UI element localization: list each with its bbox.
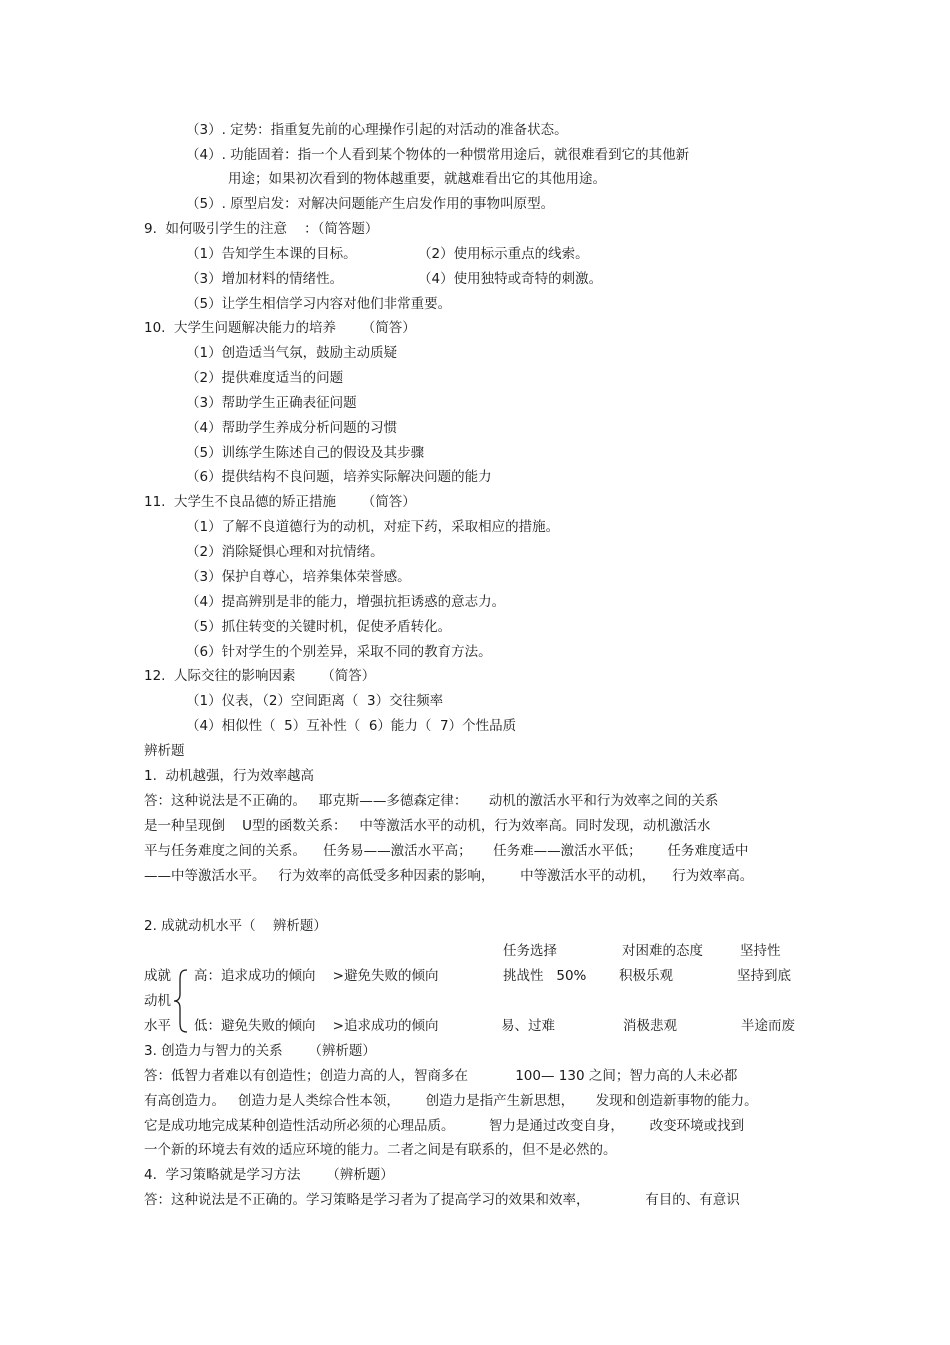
question-heading: 12. 人际交往的影响因素 （简答） — [144, 668, 376, 684]
text-line: （5）抓住转变的关键时机，促使矛盾转化。 — [186, 619, 452, 635]
question-heading: 11. 大学生不良品德的矫正措施 （简答） — [144, 494, 416, 510]
table-cell: 消极悲观 — [623, 1018, 677, 1034]
table-header-attitude: 对困难的态度 — [622, 943, 703, 959]
text-line: （1）仪表，（2）空间距离（ 3）交往频率 — [186, 693, 444, 709]
table-header-persistence: 坚持性 — [740, 943, 781, 959]
text-line: （4）帮助学生养成分析问题的习惯 — [186, 420, 398, 436]
text-line: （3）帮助学生正确表征问题 — [186, 395, 357, 411]
question-heading: 10. 大学生问题解决能力的培养 （简答） — [144, 320, 416, 336]
text-line: （4）相似性（ 5）互补性（ 6）能力（ 7）个性品质 — [186, 718, 517, 734]
table-header-task-choice: 任务选择 — [503, 943, 557, 959]
table-cell: 低：避免失败的倾向 >追求成功的倾向 — [194, 1018, 439, 1034]
table-cell: 高：追求成功的倾向 >避免失败的倾向 — [194, 968, 439, 984]
row-label: 水平 — [144, 1018, 171, 1034]
text-line: ——中等激活水平。 行为效率的高低受多种因素的影响， 中等激活水平的动机， 行为效率高。 — [144, 868, 754, 884]
question-heading: 4. 学习策略就是学习方法 （辨析题） — [144, 1167, 394, 1183]
text-line: （2）消除疑惧心理和对抗情绪。 — [186, 544, 384, 560]
text-line: （2）提供难度适当的问题 — [186, 370, 344, 386]
text-line: （6）提供结构不良问题，培养实际解决问题的能力 — [186, 469, 492, 485]
text-line: 是一种呈现倒 U型的函数关系： 中等激活水平的动机，行为效率高。同时发现，动机激活水 — [144, 818, 711, 834]
text-line: （6）针对学生的个别差异，采取不同的教育方法。 — [186, 644, 492, 660]
text-line: （1）创造适当气氛，鼓励主动质疑 — [186, 345, 398, 361]
text-line: （3）. 定势：指重复先前的心理操作引起的对活动的准备状态。 — [186, 122, 568, 138]
table-cell: 易、过难 — [501, 1018, 555, 1034]
text-line: （1）告知学生本课的目标。 — [186, 246, 357, 262]
curly-brace-icon — [172, 968, 190, 1034]
text-line: 答：这种说法是不正确的。 耶克斯——多德森定律： 动机的激活水平和行为效率之间的关系 — [144, 793, 719, 809]
text-line: （4）. 功能固着：指一个人看到某个物体的一种惯常用途后，就很难看到它的其他新 — [186, 147, 690, 163]
text-line: （4）提高辨别是非的能力，增强抗拒诱惑的意志力。 — [186, 594, 506, 610]
text-line: （5）训练学生陈述自己的假设及其步骤 — [186, 445, 425, 461]
row-label: 成就 — [144, 968, 171, 984]
text-line: （3）保护自尊心，培养集体荣誉感。 — [186, 569, 411, 585]
row-label: 动机 — [144, 993, 171, 1009]
text-line: （5）. 原型启发：对解决问题能产生启发作用的事物叫原型。 — [186, 196, 555, 212]
text-line: （2）使用标示重点的线索。 — [418, 246, 589, 262]
text-line: 答：这种说法是不正确的。学习策略是学习者为了提高学习的效果和效率， 有目的、有意识 — [144, 1192, 740, 1208]
text-line: 一个新的环境去有效的适应环境的能力。二者之间是有联系的，但不是必然的。 — [144, 1142, 617, 1158]
text-line: 用途；如果初次看到的物体越重要，就越难看出它的其他用途。 — [228, 171, 606, 187]
text-line: 它是成功地完成某种创造性活动所必须的心理品质。 智力是通过改变自身， 改变环境或找到 — [144, 1118, 745, 1134]
table-cell: 半途而废 — [741, 1018, 795, 1034]
table-cell: 积极乐观 — [619, 968, 673, 984]
text-line: （3）增加材料的情绪性。 — [186, 271, 344, 287]
text-line: 平与任务难度之间的关系。 任务易——激活水平高； 任务难——激活水平低； 任务难度适中 — [144, 843, 749, 859]
question-heading: 9. 如何吸引学生的注意 ：（简答题） — [144, 221, 379, 237]
text-line: 有高创造力。 创造力是人类综合性本领， 创造力是指产生新思想， 发现和创造新事物的能力。 — [144, 1093, 758, 1109]
table-cell: 坚持到底 — [737, 968, 791, 984]
question-heading: 3. 创造力与智力的关系 （辨析题） — [144, 1043, 376, 1059]
question-heading: 1. 动机越强，行为效率越高 — [144, 768, 314, 784]
table-cell: 挑战性 50% — [503, 968, 587, 984]
text-line: （1）了解不良道德行为的动机，对症下药，采取相应的措施。 — [186, 519, 560, 535]
section-heading: 辨析题 — [144, 743, 185, 759]
text-line: （4）使用独特或奇特的刺激。 — [418, 271, 603, 287]
text-line: 答：低智力者难以有创造性；创造力高的人，智商多在 100— 130 之间；智力高的人未必都 — [144, 1068, 738, 1084]
question-heading: 2. 成就动机水平（ 辨析题） — [144, 918, 327, 934]
text-line: （5）让学生相信学习内容对他们非常重要。 — [186, 296, 452, 312]
